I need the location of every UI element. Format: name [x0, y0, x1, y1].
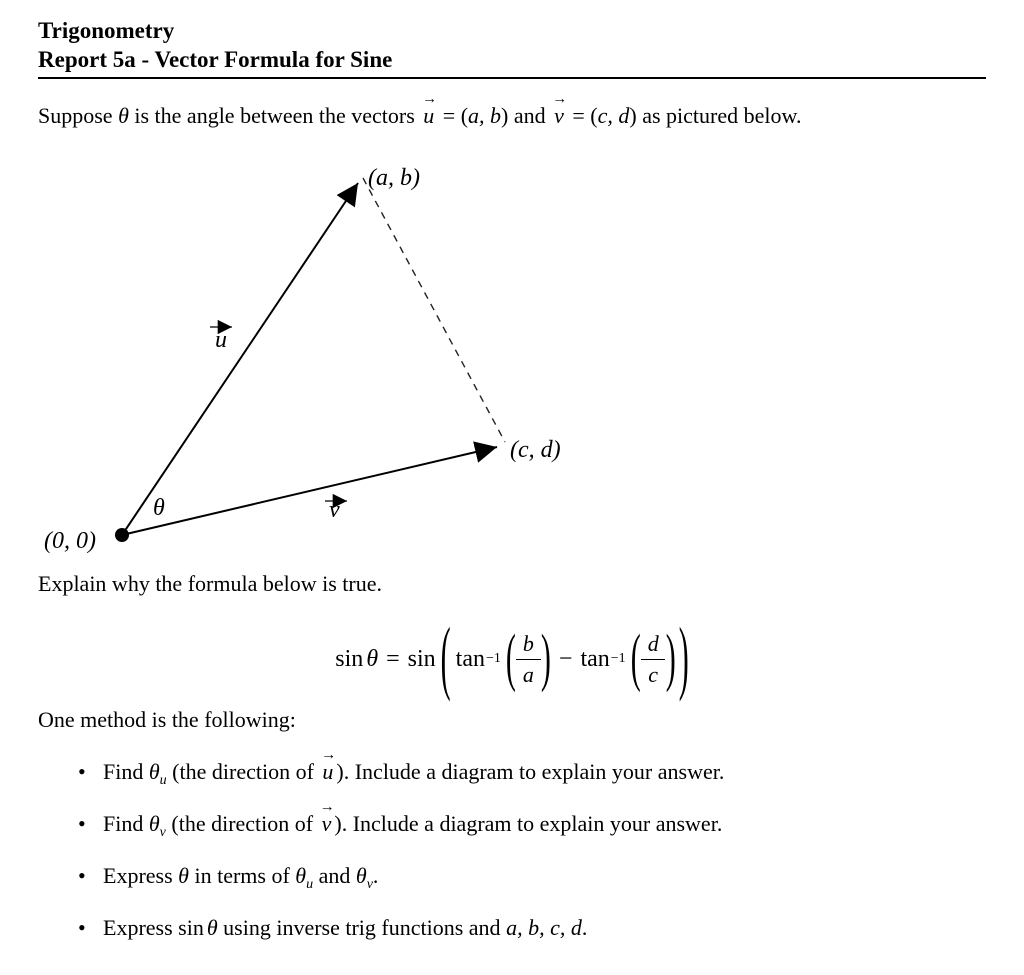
formula-theta: θ [366, 645, 379, 672]
bullet-item-find-theta-u [78, 746, 986, 788]
formula-minus: − [558, 645, 573, 672]
intro-text-2: is the angle between the vectors [128, 103, 421, 128]
label-c-d: (c, d) [510, 437, 561, 463]
bullet-icon: • [78, 915, 86, 940]
formula-tan-2: tan [580, 645, 610, 672]
bullet-content [103, 746, 725, 788]
theta-symbol: θ [295, 863, 307, 888]
close-paren-outer: ) [678, 612, 689, 703]
bullet-text: Express [103, 863, 179, 888]
open-paren-inner-1: ( [505, 622, 516, 694]
theta-subscript: u [306, 877, 314, 892]
bullet-text: (the direction of [166, 759, 320, 784]
vector-u-inline [319, 746, 337, 787]
document-page [0, 16, 1024, 975]
theta-symbol: θ [206, 915, 218, 940]
bullet-icon: • [78, 863, 86, 888]
formula-tan-1: tan [455, 645, 485, 672]
label-theta: θ [153, 495, 165, 521]
label-a-b: (a, b) [368, 165, 420, 191]
explain-paragraph: Explain why the formula below is true. [38, 571, 382, 596]
open-paren-inner-2: ( [630, 622, 641, 694]
intro-text-1: Suppose [38, 103, 119, 128]
vector-arrow-icon: → [422, 90, 438, 107]
intro-text-3: = ( [437, 103, 469, 128]
bullet-text: in terms of [188, 863, 296, 888]
theta-subscript: u [159, 773, 167, 788]
formula-equals: = [386, 645, 400, 672]
bullet-text: ). Include a diagram to explain your answer. [334, 811, 723, 836]
fraction-numerator: b [522, 631, 534, 657]
bullet-text: Find [103, 811, 149, 836]
method-intro-paragraph: One method is the following: [38, 707, 296, 732]
open-paren-outer: ( [440, 612, 451, 703]
formula-block [0, 613, 1024, 705]
theta-symbol: θ [148, 759, 160, 784]
label-origin: (0, 0) [44, 528, 96, 554]
bullet-content [103, 861, 378, 891]
origin-dot [115, 528, 129, 542]
bullet-content [103, 798, 723, 840]
vector-v-line [122, 447, 497, 535]
vector-diagram [38, 131, 986, 555]
theta-symbol: θ [178, 863, 189, 888]
method-bullet-list [78, 746, 986, 943]
bullet-text: Find [103, 759, 149, 784]
bullet-text: using inverse trig functions and [217, 915, 507, 940]
intro-paragraph [38, 90, 986, 131]
intro-ab: a, b [468, 103, 502, 128]
vector-v-inline [551, 90, 568, 131]
vector-diagram-svg [38, 131, 986, 555]
intro-text-4: ) and [501, 103, 552, 128]
bullet-icon: • [78, 811, 86, 836]
vector-letter: v [321, 811, 332, 836]
formula-exponent-1: −1 [486, 651, 501, 666]
close-paren-inner-1: ) [540, 622, 551, 694]
theta-symbol: θ [148, 811, 160, 836]
intro-text-6: ) as pictured below. [629, 103, 802, 128]
document-header [38, 16, 986, 79]
theta-subscript: v [366, 877, 373, 892]
fraction-d-c [641, 632, 666, 685]
vec-u-letter: u [215, 327, 227, 353]
dashed-chord-line [363, 178, 505, 442]
vec-v-letter: v [329, 497, 340, 523]
theta-subscript: v [159, 825, 166, 840]
close-paren-inner-2: ) [665, 622, 676, 694]
bullet-text: and [313, 863, 356, 888]
vector-v-inline [319, 798, 335, 839]
bullet-text: (the direction of [165, 811, 319, 836]
vector-u-inline [420, 90, 438, 131]
intro-cd: c, d [597, 103, 630, 128]
bullet-icon: • [78, 759, 86, 784]
formula-sin-2: sin [407, 645, 436, 672]
formula-sin-1: sin [335, 645, 364, 672]
bullet-item-express-theta [78, 861, 986, 891]
vector-u-line [122, 183, 358, 535]
fraction-denominator: c [641, 659, 665, 686]
vector-arrow-icon: → [552, 90, 568, 107]
variables-list: a, b, c, d [506, 915, 582, 940]
fraction-denominator: a [516, 659, 541, 686]
bullet-text: . [372, 863, 379, 888]
sin-label: sin [178, 915, 204, 940]
bullet-text: ). Include a diagram to explain your answer. [336, 759, 725, 784]
intro-text-5: = ( [566, 103, 598, 128]
theta-symbol: θ [118, 103, 129, 128]
bullet-text: . [581, 915, 588, 940]
bullet-content [103, 913, 587, 943]
fraction-b-a [516, 632, 541, 685]
vector-letter: u [322, 759, 334, 784]
bullet-item-express-sin-theta [78, 913, 986, 943]
bullet-text: Express [103, 915, 179, 940]
label-vector-v [325, 497, 347, 523]
vector-arrow-icon: → [321, 746, 337, 763]
formula-exponent-2: −1 [610, 651, 626, 666]
fraction-numerator: d [647, 631, 659, 657]
label-vector-u [210, 327, 232, 353]
vector-arrow-icon: → [319, 798, 335, 815]
vector-u-letter: u [423, 103, 435, 128]
theta-symbol: θ [355, 863, 367, 888]
title-line-1: Trigonometry [38, 18, 175, 43]
vector-v-letter: v [554, 103, 564, 128]
bullet-item-find-theta-v [78, 798, 986, 840]
title-line-2: Report 5a - Vector Formula for Sine [38, 47, 393, 72]
